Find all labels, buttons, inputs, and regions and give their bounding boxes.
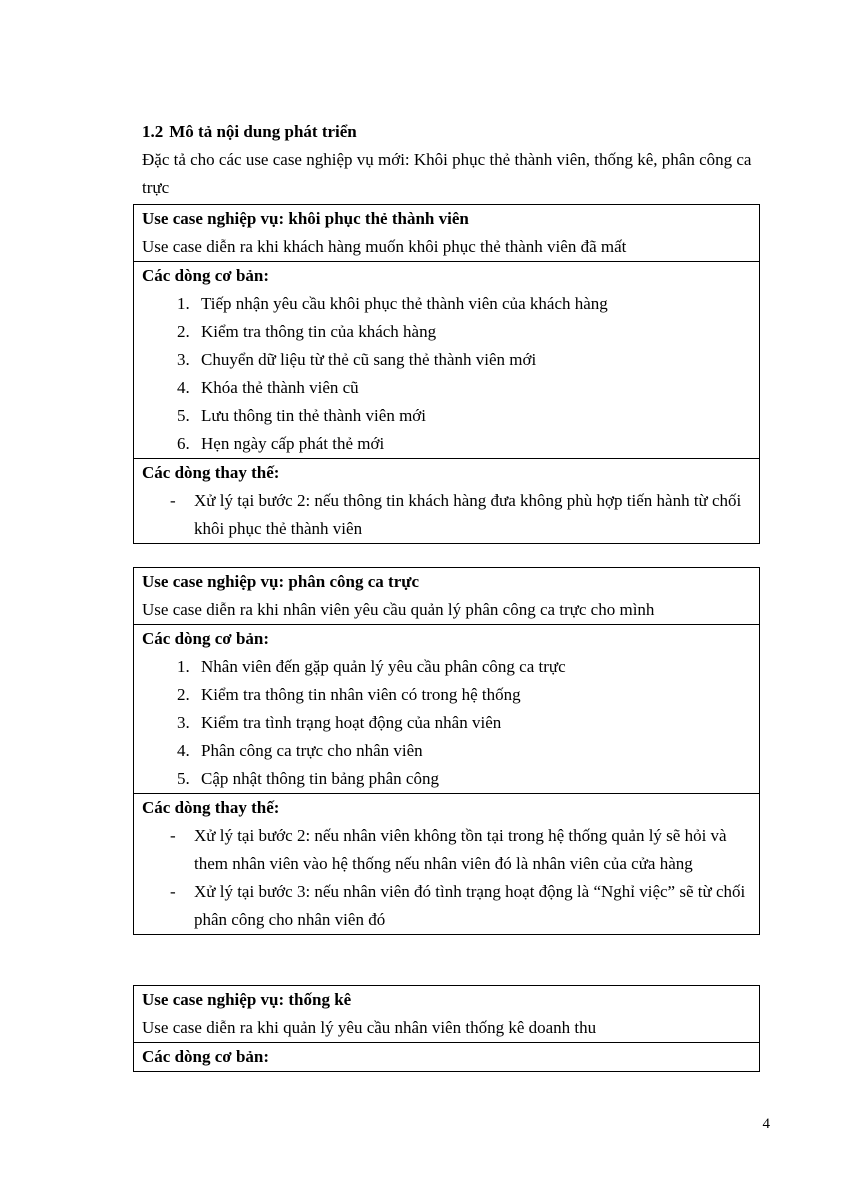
basic-flow-row (134, 262, 760, 459)
basic-step: 5. Lưu thông tin thẻ thành viên mới (194, 402, 751, 430)
basic-step: 3. Chuyển dữ liệu từ thẻ cũ sang thẻ thành viên mới (194, 346, 751, 374)
basic-step: 1. Tiếp nhận yêu cầu khôi phục thẻ thành viên của khách hàng (194, 290, 751, 318)
basic-flow-cell (134, 262, 760, 459)
alt-flow-list (142, 822, 751, 934)
basic-flow-row (134, 625, 760, 794)
dash-bullet: - (170, 882, 176, 901)
alt-flow-list (142, 487, 751, 543)
basic-step: 1. Nhân viên đến gặp quản lý yêu cầu phân công ca trực (194, 653, 751, 681)
basic-flow-label: Các dòng cơ bản: (142, 266, 270, 285)
use-case-description: Use case diễn ra khi khách hàng muốn khôi phục thẻ thành viên đã mất (142, 237, 627, 256)
alt-item (142, 878, 751, 934)
alt-text: Xử lý tại bước 3: nếu nhân viên đó tình trạng hoạt động là “Nghỉ việc” sẽ từ chối phân công cho nhân viên đó (194, 882, 746, 929)
basic-flow-label: Các dòng cơ bản: (142, 1047, 270, 1066)
use-case-header-row (134, 986, 760, 1043)
basic-flow-row (134, 1043, 760, 1072)
alt-flow-label: Các dòng thay thế: (142, 463, 280, 482)
alt-flow-cell (134, 459, 760, 544)
alt-text: Xử lý tại bước 2: nếu thông tin khách hàng đưa không phù hợp tiến hành từ chối khôi phục thẻ thành viên (194, 491, 742, 538)
alt-text: Xử lý tại bước 2: nếu nhân viên không tồn tại trong hệ thống quản lý sẽ hỏi và them nhân viên vào hệ thống nếu nhân viên đó là nhân viên của cửa hàng (194, 826, 727, 873)
basic-flow-cell (134, 625, 760, 794)
basic-step: 6. Hẹn ngày cấp phát thẻ mới (194, 430, 751, 458)
dash-bullet: - (170, 491, 176, 510)
use-case-table-restore-card (133, 204, 760, 544)
alt-item (142, 822, 751, 878)
use-case-table-shift-assignment (133, 567, 760, 935)
use-case-description: Use case diễn ra khi nhân viên yêu cầu quản lý phân công ca trực cho mình (142, 600, 655, 619)
section-number: 1.2 (142, 122, 164, 141)
alt-item (142, 487, 751, 543)
use-case-title: Use case nghiệp vụ: khôi phục thẻ thành viên (142, 209, 469, 228)
use-case-header-cell (134, 568, 760, 625)
use-case-header-row (134, 568, 760, 625)
basic-flow-cell (134, 1043, 760, 1072)
use-case-header-row (134, 205, 760, 262)
section-title: Mô tả nội dung phát triển (169, 122, 357, 141)
section-intro: Đặc tả cho các use case nghiệp vụ mới: Khôi phục thẻ thành viên, thống kê, phân công ca trực (142, 150, 752, 197)
basic-step: 4. Khóa thẻ thành viên cũ (194, 374, 751, 402)
basic-step: 2. Kiểm tra thông tin nhân viên có trong hệ thống (194, 681, 751, 709)
basic-step: 4. Phân công ca trực cho nhân viên (194, 737, 751, 765)
basic-flow-list (142, 290, 751, 458)
use-case-title: Use case nghiệp vụ: phân công ca trực (142, 572, 420, 591)
page-number: 4 (762, 1116, 770, 1132)
basic-step: 2. Kiểm tra thông tin của khách hàng (194, 318, 751, 346)
use-case-header-cell (134, 205, 760, 262)
use-case-header-cell (134, 986, 760, 1043)
use-case-title: Use case nghiệp vụ: thống kê (142, 990, 352, 1009)
basic-step: 3. Kiểm tra tình trạng hoạt động của nhân viên (194, 709, 751, 737)
use-case-table-statistics (133, 985, 760, 1072)
dash-bullet: - (170, 826, 176, 845)
section-heading (142, 118, 762, 146)
alt-flow-row (134, 459, 760, 544)
section-1-2 (142, 118, 762, 202)
basic-step: 5. Cập nhật thông tin bảng phân công (194, 765, 751, 793)
use-case-description: Use case diễn ra khi quản lý yêu cầu nhân viên thống kê doanh thu (142, 1018, 597, 1037)
basic-flow-label: Các dòng cơ bản: (142, 629, 270, 648)
alt-flow-cell (134, 794, 760, 935)
alt-flow-row (134, 794, 760, 935)
basic-flow-list (142, 653, 751, 793)
alt-flow-label: Các dòng thay thế: (142, 798, 280, 817)
